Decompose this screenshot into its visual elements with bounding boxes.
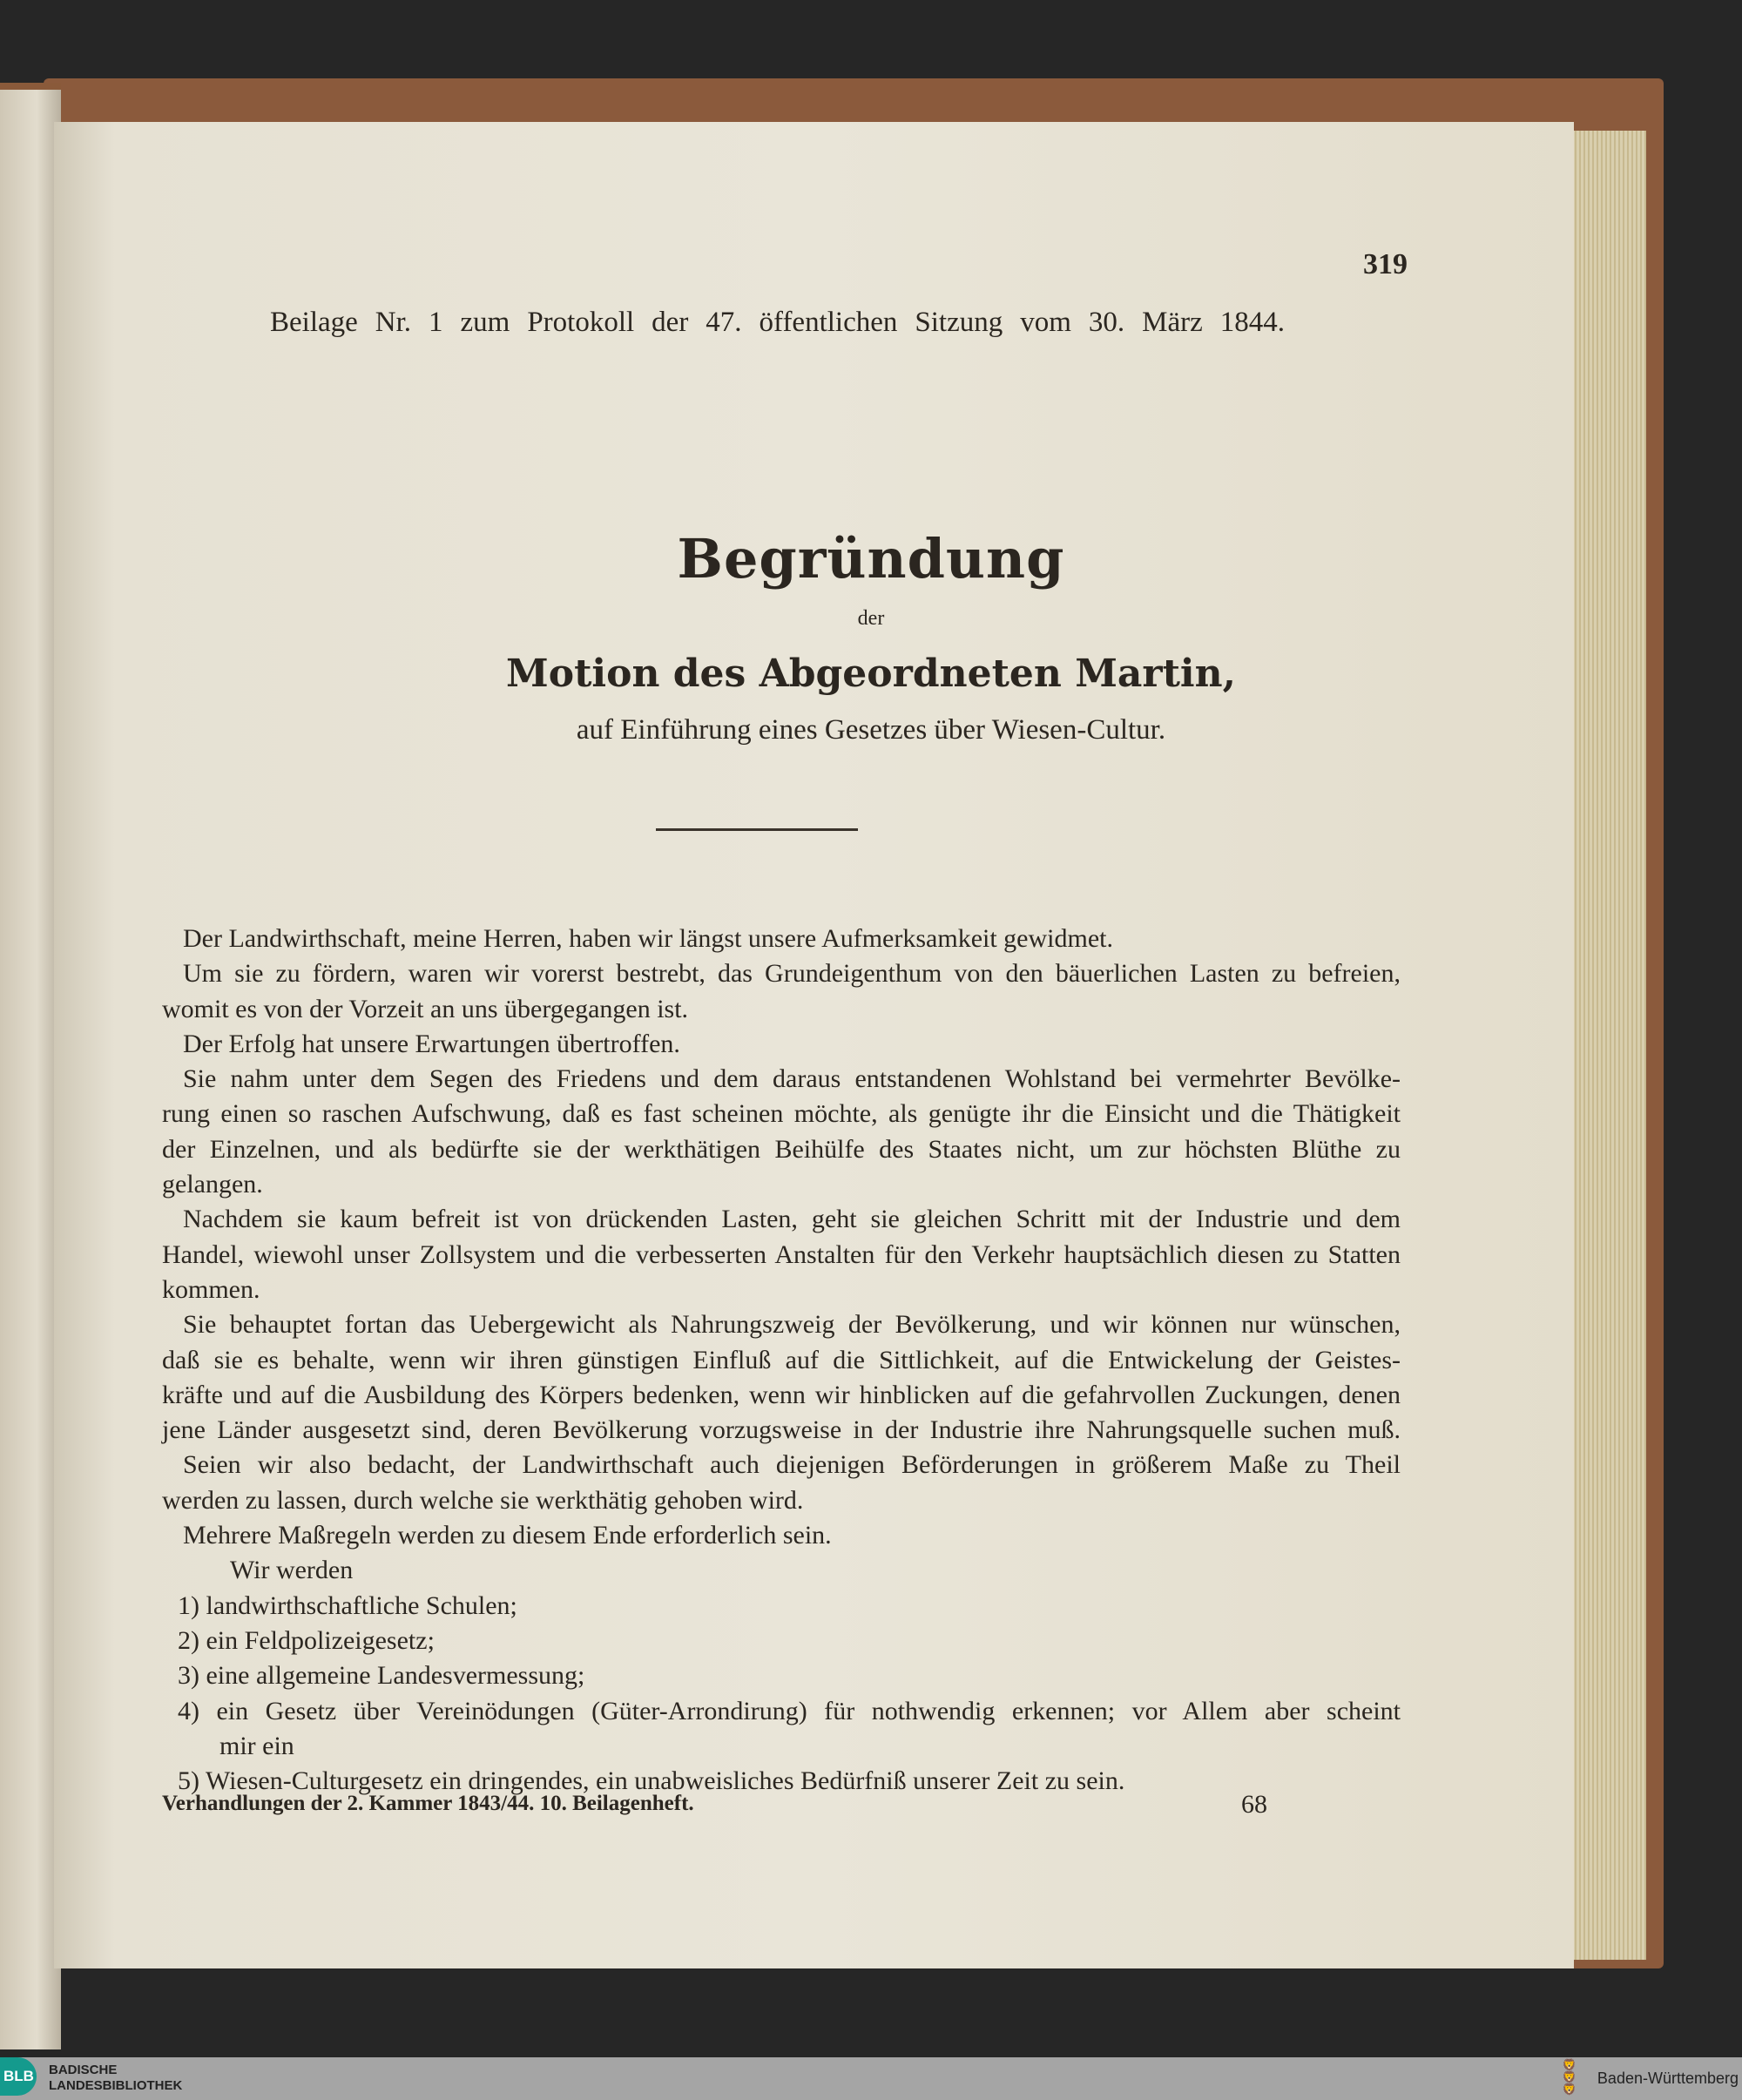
text-line: daß sie es behalte, wenn wir ihren günstigen Einfluß auf die Sittlichkeit, auf die Entwickelung der Geistes-	[162, 1345, 1401, 1374]
subtitle: auf Einführung eines Gesetzes über Wiesen-Cultur.	[576, 714, 1166, 746]
text-line: womit es von der Vorzeit an uns übergegangen ist.	[162, 994, 689, 1023]
list-item: 1) landwirthschaftliche Schulen;	[178, 1590, 517, 1620]
list-item: 3) eine allgemeine Landesvermessung;	[178, 1661, 585, 1691]
text-line: werden zu lassen, durch welche sie werkthätig gehoben wird.	[162, 1485, 804, 1515]
text-line: Sie behauptet fortan das Uebergewicht als Nahrungszweig der Bevölkerung, und wir können nur wünschen,	[183, 1310, 1401, 1340]
body-text	[162, 922, 1401, 1799]
library-name-line-2: LANDESBIBLIOTHEK	[49, 2078, 183, 2093]
list-item: 5) Wiesen-Culturgesetz ein dringendes, ein unabweisliches Bedürfniß unserer Zeit zu sein.	[178, 1766, 1125, 1796]
list-item-continuation: mir ein	[219, 1731, 294, 1760]
text-line: Der Landwirthschaft, meine Herren, haben wir längst unsere Aufmerksamkeit gewidmet.	[183, 924, 1113, 953]
left-page-edge	[0, 83, 61, 2049]
list-item: 2) ein Feldpolizeigesetz;	[178, 1625, 435, 1655]
text-line: Der Erfolg hat unsere Erwartungen übertroffen.	[183, 1029, 680, 1058]
text-line: Sie nahm unter dem Segen des Friedens und dem daraus entstandenen Wohlstand bei vermehrter Bevölke-	[183, 1064, 1401, 1094]
viewer-footer-bar	[0, 2057, 1742, 2100]
text-line: Wir werden	[230, 1556, 354, 1585]
list-item: 4) ein Gesetz über Vereinödungen (Güter-Arrondirung) für nothwendig erkennen; vor Allem aber scheint	[178, 1696, 1401, 1725]
state-logo-text[interactable]: Baden-Württemberg	[1597, 2070, 1739, 2087]
text-line: Um sie zu fördern, waren wir vorerst bestrebt, das Grundeigenthum von den bäuerlichen Lasten zu befreien,	[183, 959, 1401, 989]
document-title: Begründung	[677, 527, 1065, 591]
text-line: kräfte und auf die Ausbildung des Körpers bedenken, wenn wir hinblicken auf die gefahrvollen Zuckungen, denen	[162, 1380, 1401, 1409]
text-line: Handel, wiewohl unser Zollsystem und die verbesserten Anstalten für den Verkehr hauptsächlich diesen zu Statten	[162, 1239, 1401, 1269]
library-name-line-1: BADISCHE	[49, 2063, 118, 2077]
text-line: jene Länder ausgesetzt sind, deren Bevölkerung vorzugsweise in der Industrie ihre Nahrungsquelle suchen muß.	[162, 1415, 1401, 1445]
library-name[interactable]	[49, 2063, 182, 2094]
text-line: rung einen so raschen Aufschwung, daß es fast scheinen möchte, als genügte ihr die Einsicht und die Thätigkeit	[162, 1099, 1401, 1129]
text-line: Mehrere Maßregeln werden zu diesem Ende erforderlich sein.	[183, 1521, 832, 1550]
lions-coat-of-arms-icon: 🦁 🦁 🦁	[1562, 2059, 1577, 2097]
text-line: der Einzelnen, und als bedürfte sie der werkthätigen Beihülfe des Staates nicht, um zur höchsten Blüthe zu	[162, 1134, 1401, 1164]
blb-logo[interactable]: BLB	[0, 2057, 37, 2096]
motion-title: Motion des Abgeordneten Martin,	[506, 652, 1236, 696]
text-line: Nachdem sie kaum befreit ist von drückenden Lasten, geht sie gleichen Schritt mit der Industrie und dem	[183, 1205, 1401, 1234]
text-line: gelangen.	[162, 1170, 263, 1199]
page-number: 319	[1363, 248, 1408, 280]
title-connector: der	[857, 607, 885, 630]
page-footer: Verhandlungen der 2. Kammer 1843/44. 10. Beilagenheft.	[162, 1792, 694, 1815]
page-header: Beilage Nr. 1 zum Protokoll der 47. öffentlichen Sitzung vom 30. März 1844.	[270, 307, 1285, 338]
signature-mark: 68	[1241, 1790, 1267, 1819]
text-line: Seien wir also bedacht, der Landwirthschaft auch diejenigen Beförderungen in größerem Maße zu Theil	[183, 1450, 1401, 1480]
divider-rule	[656, 828, 858, 831]
text-line: kommen.	[162, 1274, 260, 1304]
